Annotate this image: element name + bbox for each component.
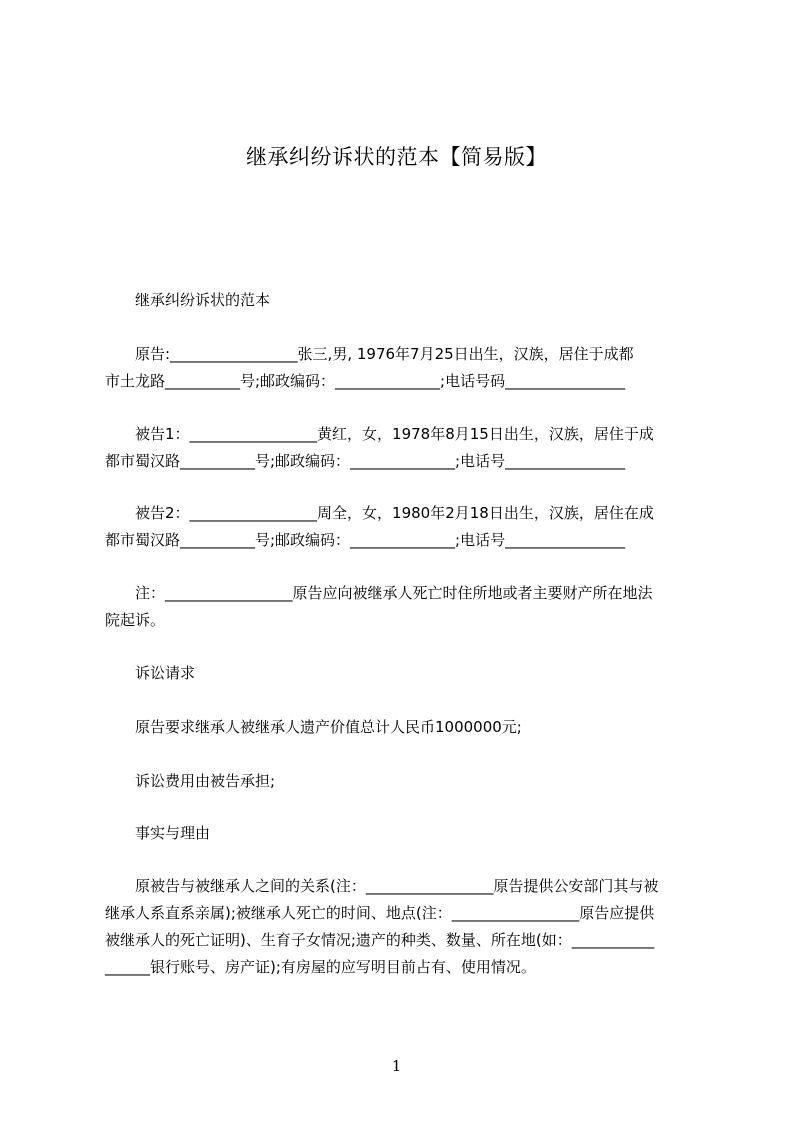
claim-2: 诉讼费用由被告承担; [135,772,276,790]
plaintiff-line-2: 市土龙路__________号;邮政编码：______________;电话号码________________ [105,372,626,390]
facts-line-1: 原被告与被继承人之间的关系(注：_________________原告提供公安部门其与被 [135,877,659,895]
facts-line-4: ______银行账号、房产证);有房屋的应写明目前占有、使用情况。 [105,958,536,976]
defendant2-line-1: 被告2：_________________周全，女，1980年2月18日出生，汉族，居住在成 [135,504,654,522]
facts-line-3: 被继承人的死亡证明)、生育子女情况;遗产的种类、数量、所在地(如：___________ [105,931,655,949]
note-line-2: 院起诉。 [105,611,166,629]
plaintiff-line-1: 原告:_________________张三,男, 1976年7月25日出生，汉族，居住于成都 [135,345,634,363]
facts-line-2: 继承人系直系亲属);被继承人死亡的时间、地点(注：_________________原告应提供 [105,904,655,922]
facts-heading: 事实与理由 [135,824,211,842]
claim-1: 原告要求继承人被继承人遗产价值总计人民币1000000元; [135,718,522,736]
defendant1-line-1: 被告1：_________________黄红，女，1978年8月15日出生，汉族，居住于成 [135,425,654,443]
defendant1-line-2: 都市蜀汉路__________号;邮政编码：______________;电话号________________ [105,452,626,470]
document-heading: 继承纠纷诉状的范本 [135,291,271,309]
page-number: 1 [391,1057,402,1075]
claims-heading: 诉讼请求 [135,664,196,682]
defendant2-line-2: 都市蜀汉路__________号;邮政编码：______________;电话号________________ [105,531,626,549]
note-line-1: 注：_________________原告应向被继承人死亡时住所地或者主要财产所在地法 [135,584,653,602]
document-title: 继承纠纷诉状的范本【简易版】 [246,145,547,169]
